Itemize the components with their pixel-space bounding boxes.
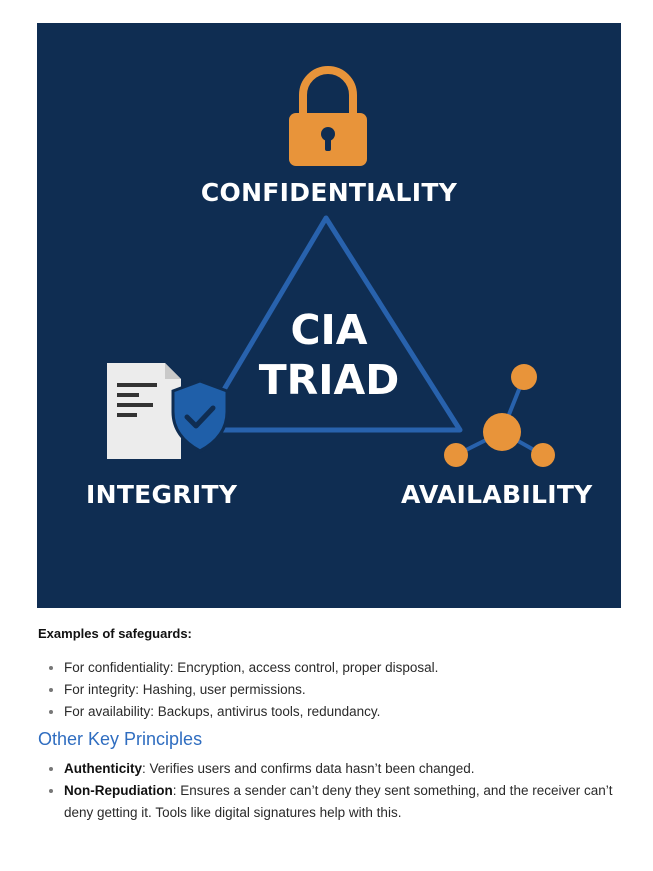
principle-term: Non-Repudiation — [64, 783, 173, 798]
confidentiality-label: CONFIDENTIALITY — [200, 178, 458, 207]
principle-term: Authenticity — [64, 761, 143, 776]
lock-icon — [289, 70, 367, 166]
cia-triad-title-line2: TRIAD — [258, 356, 400, 404]
principle-description: : Verifies users and confirms data hasn’t been changed. — [142, 761, 475, 776]
list-item: • For confidentiality: Encryption, access control, proper disposal. — [64, 657, 628, 679]
principle-description: : Ensures a sender can’t deny they sent something, and the receiver can’t deny getting it. Tools like digital signatures help with this. — [64, 783, 613, 820]
principles-heading: Other Key Principles — [38, 729, 203, 749]
availability-label: AVAILABILITY — [401, 480, 593, 509]
list-item: • For availability: Backups, antivirus tools, redundancy. — [64, 701, 628, 723]
list-item: • For integrity: Hashing, user permissions. — [64, 679, 628, 701]
integrity-label: INTEGRITY — [86, 480, 238, 509]
safeguards-list — [38, 657, 628, 723]
principles-list — [38, 758, 628, 824]
text-content — [38, 620, 628, 824]
cia-triad-title — [37, 305, 621, 405]
list-item — [64, 758, 628, 780]
cia-triad-figure — [37, 23, 621, 608]
safeguards-heading: Examples of safeguards: — [38, 626, 192, 641]
list-item — [64, 780, 628, 824]
cia-triad-title-line1: CIA — [290, 306, 368, 354]
